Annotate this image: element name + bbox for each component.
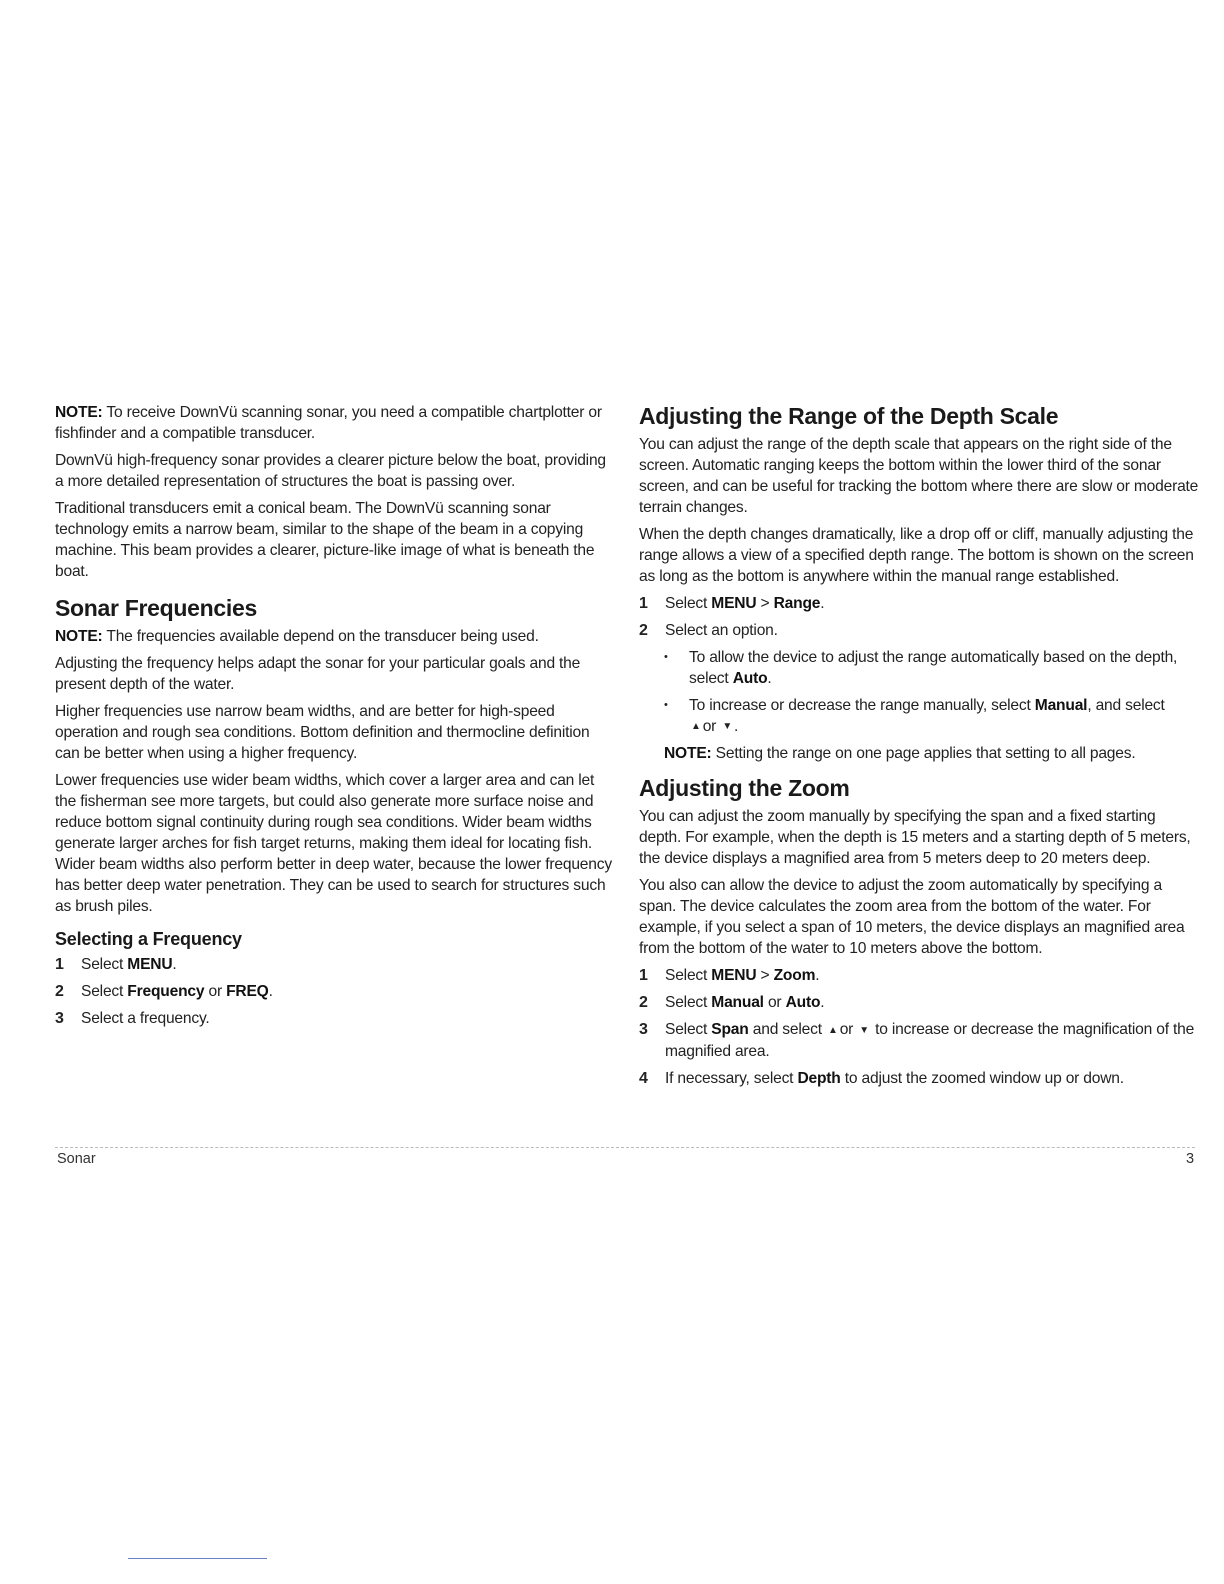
right-column — [639, 402, 1201, 1095]
heading-adjusting-zoom: Adjusting the Zoom — [639, 775, 850, 802]
bullet-auto-range: • To allow the device to adjust the range automatically based on the depth, select Auto. — [639, 647, 1201, 689]
up-arrow-icon: ▲ — [691, 721, 701, 733]
paragraph-lower-frequencies: Lower frequencies use wider beam widths, which cover a larger area and can let the fisherman see more targets, but could also generate more surface noise and reduce bottom signal continuity during rough sea conditions. Wider beam widths generate larger arches for fish target returns, making them ideal for locating fish. Wider beam widths also perform better in deep water, because the lower frequency has better deep water penetration. They can be used to search for structures such as brush piles. — [55, 772, 612, 915]
step-item: 2 Select Manual or Auto. — [639, 994, 825, 1012]
step-item: 2 Select Frequency or FREQ. — [55, 983, 273, 1000]
paragraph-manual-range: When the depth changes dramatically, like a drop off or cliff, manually adjusting the range allows a view of a specified depth range. The bottom is shown on the screen as long as the bottom is anywhere within the manual range established. — [639, 526, 1194, 585]
left-column — [55, 402, 615, 1035]
footer-section-name: Sonar — [57, 1151, 96, 1167]
down-arrow-icon: ▼ — [859, 1024, 869, 1036]
paragraph-adjusting-frequency: Adjusting the frequency helps adapt the sonar for your particular goals and the present depth of the water. — [55, 655, 581, 693]
note-range-pages: NOTE: Setting the range on one page applies that setting to all pages. — [664, 745, 1136, 763]
step-item: 3 Select a frequency. — [55, 1010, 210, 1027]
heading-selecting-frequency: Selecting a Frequency — [55, 929, 242, 949]
paragraph-traditional-transducers: Traditional transducers emit a conical beam. The DownVü scanning sonar technology emits a narrow beam, similar to the shape of the beam in a copying machine. This beam provides a clearer, picture-like image of what is beneath the boat. — [55, 500, 595, 580]
heading-depth-scale-range: Adjusting the Range of the Depth Scale — [639, 403, 1059, 429]
page-number: 3 — [1186, 1151, 1195, 1167]
heading-sonar-frequencies: Sonar Frequencies — [55, 595, 257, 621]
footer-divider — [55, 1147, 1195, 1148]
step-item: 4 If necessary, select Depth to adjust the zoomed window up or down. — [639, 1069, 1124, 1087]
paragraph-downvu-intro: DownVü high-frequency sonar provides a clearer picture below the boat, providing a more detailed representation of structures the boat is passing over. — [55, 452, 606, 490]
scan-artifact-line — [128, 1558, 267, 1559]
paragraph-depth-scale: You can adjust the range of the depth scale that appears on the right side of the screen. Automatic ranging keeps the bottom within the lower third of the sonar screen, and can be useful for tracking the bottom where there are slow or moderate terrain changes. — [639, 436, 1199, 516]
step-item: 3 Select Span and select ▲ or ▼ to increase or decrease the magnification of the magnified area. — [639, 1021, 1195, 1060]
down-arrow-icon: ▼ — [722, 721, 733, 733]
paragraph-zoom-auto: You also can allow the device to adjust the zoom automatically by specifying a span. The device calculates the zoom area from the bottom of the water. For example, if you select a span of 10 meters, the device displays an magnified area from the bottom of the water to 10 meters above the bottom. — [639, 877, 1185, 958]
step-item: 2 Select an option. — [639, 622, 778, 639]
note-compatibility: NOTE: To receive DownVü scanning sonar, you need a compatible chartplotter or fishfinder and a compatible transducer. — [55, 404, 602, 442]
paragraph-higher-frequencies: Higher frequencies use narrow beam widths, and are better for high-speed operation and rough sea conditions. Bottom definition and thermocline definition can be better when using a higher frequency. — [55, 703, 590, 762]
bullet-manual-range: • To increase or decrease the range manually, select Manual, and select ▲ or ▼ . — [639, 695, 1201, 737]
paragraph-zoom-manual: You can adjust the zoom manually by specifying the span and a fixed starting depth. For example, when the depth is 15 meters and a starting depth of 5 meters, the device displays a magnified area from 5 meters deep to 20 meters deep. — [639, 808, 1191, 868]
step-item: 1 Select MENU. — [55, 956, 177, 973]
up-arrow-icon: ▲ — [827, 1024, 838, 1036]
step-item: 1 Select MENU > Range. — [639, 595, 825, 612]
step-item: 1 Select MENU > Zoom. — [639, 967, 820, 985]
note-frequencies: NOTE: The frequencies available depend on the transducer being used. — [55, 628, 539, 645]
